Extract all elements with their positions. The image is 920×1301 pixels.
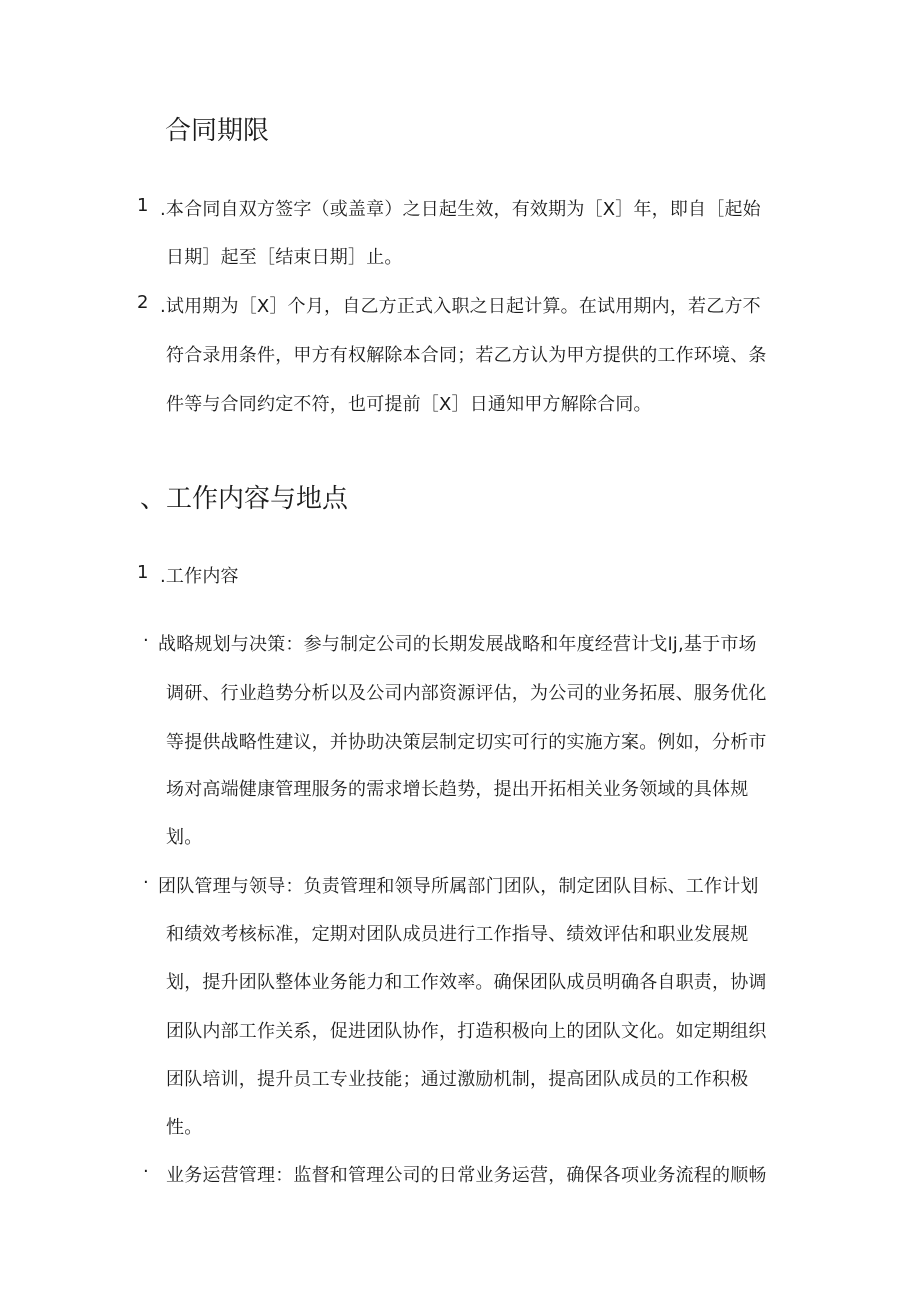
item-line: 符合录用条件，甲方有权解除本合同；若乙方认为甲方提供的工作环境、条 <box>166 345 767 366</box>
item-line: .本合同自双方签字（或盖章）之日起生效，有效期为［X］年，即自［起始 <box>160 199 761 220</box>
subitem-label: .工作内容 <box>160 566 239 587</box>
item-line: .试用期为［X］个月，自乙方正式入职之日起计算。在试用期内，若乙方不 <box>160 296 761 317</box>
item-line: 件等与合同约定不符，也可提前［X］日通知甲方解除合同。 <box>166 394 652 415</box>
item-number: 1 <box>137 195 149 216</box>
section-heading-work-content: 、工作内容与地点 <box>140 484 349 514</box>
item-line: 日期］起至［结束日期］止。 <box>166 247 403 268</box>
bullet-marker: · <box>143 630 149 651</box>
subitem-number: 1 <box>137 562 149 583</box>
item-number: 2 <box>137 292 149 313</box>
bullet-marker: · <box>143 872 149 893</box>
bullet-line: 等提供战略性建议，并协助决策层制定切实可行的实施方案。例如，分析市 <box>166 732 767 753</box>
bullet-line: 性。 <box>166 1117 203 1138</box>
bullet-line: 业务运营管理：监督和管理公司的日常业务运营，确保各项业务流程的顺畅 <box>166 1165 767 1186</box>
bullet-line: 团队管理与领导：负责管理和领导所属部门团队，制定团队目标、工作计划 <box>158 876 759 897</box>
bullet-line: 划，提升团队整体业务能力和工作效率。确保团队成员明确各自职责，协调 <box>166 972 767 993</box>
bullet-line: 划。 <box>166 827 203 848</box>
section-heading-contract-term: 合同期限 <box>165 116 270 146</box>
bullet-line: 场对高端健康管理服务的需求增长趋势，提出开拓相关业务领域的具体规 <box>166 779 749 800</box>
bullet-line: 调研、行业趋势分析以及公司内部资源评估，为公司的业务拓展、服务优化 <box>166 683 767 704</box>
bullet-line: 战略规划与决策：参与制定公司的长期发展战略和年度经营计戈lj,基于市场 <box>158 634 757 655</box>
bullet-line: 团队培训，提升员工专业技能；通过激励机制，提高团队成员的工作积极 <box>166 1069 749 1090</box>
bullet-line: 和绩效考核标准，定期对团队成员进行工作指导、绩效评估和职业发展规 <box>166 924 749 945</box>
bullet-marker: · <box>143 1161 149 1182</box>
bullet-line: 团队内部工作关系，促进团队协作，打造积极向上的团队文化。如定期组织 <box>166 1021 767 1042</box>
